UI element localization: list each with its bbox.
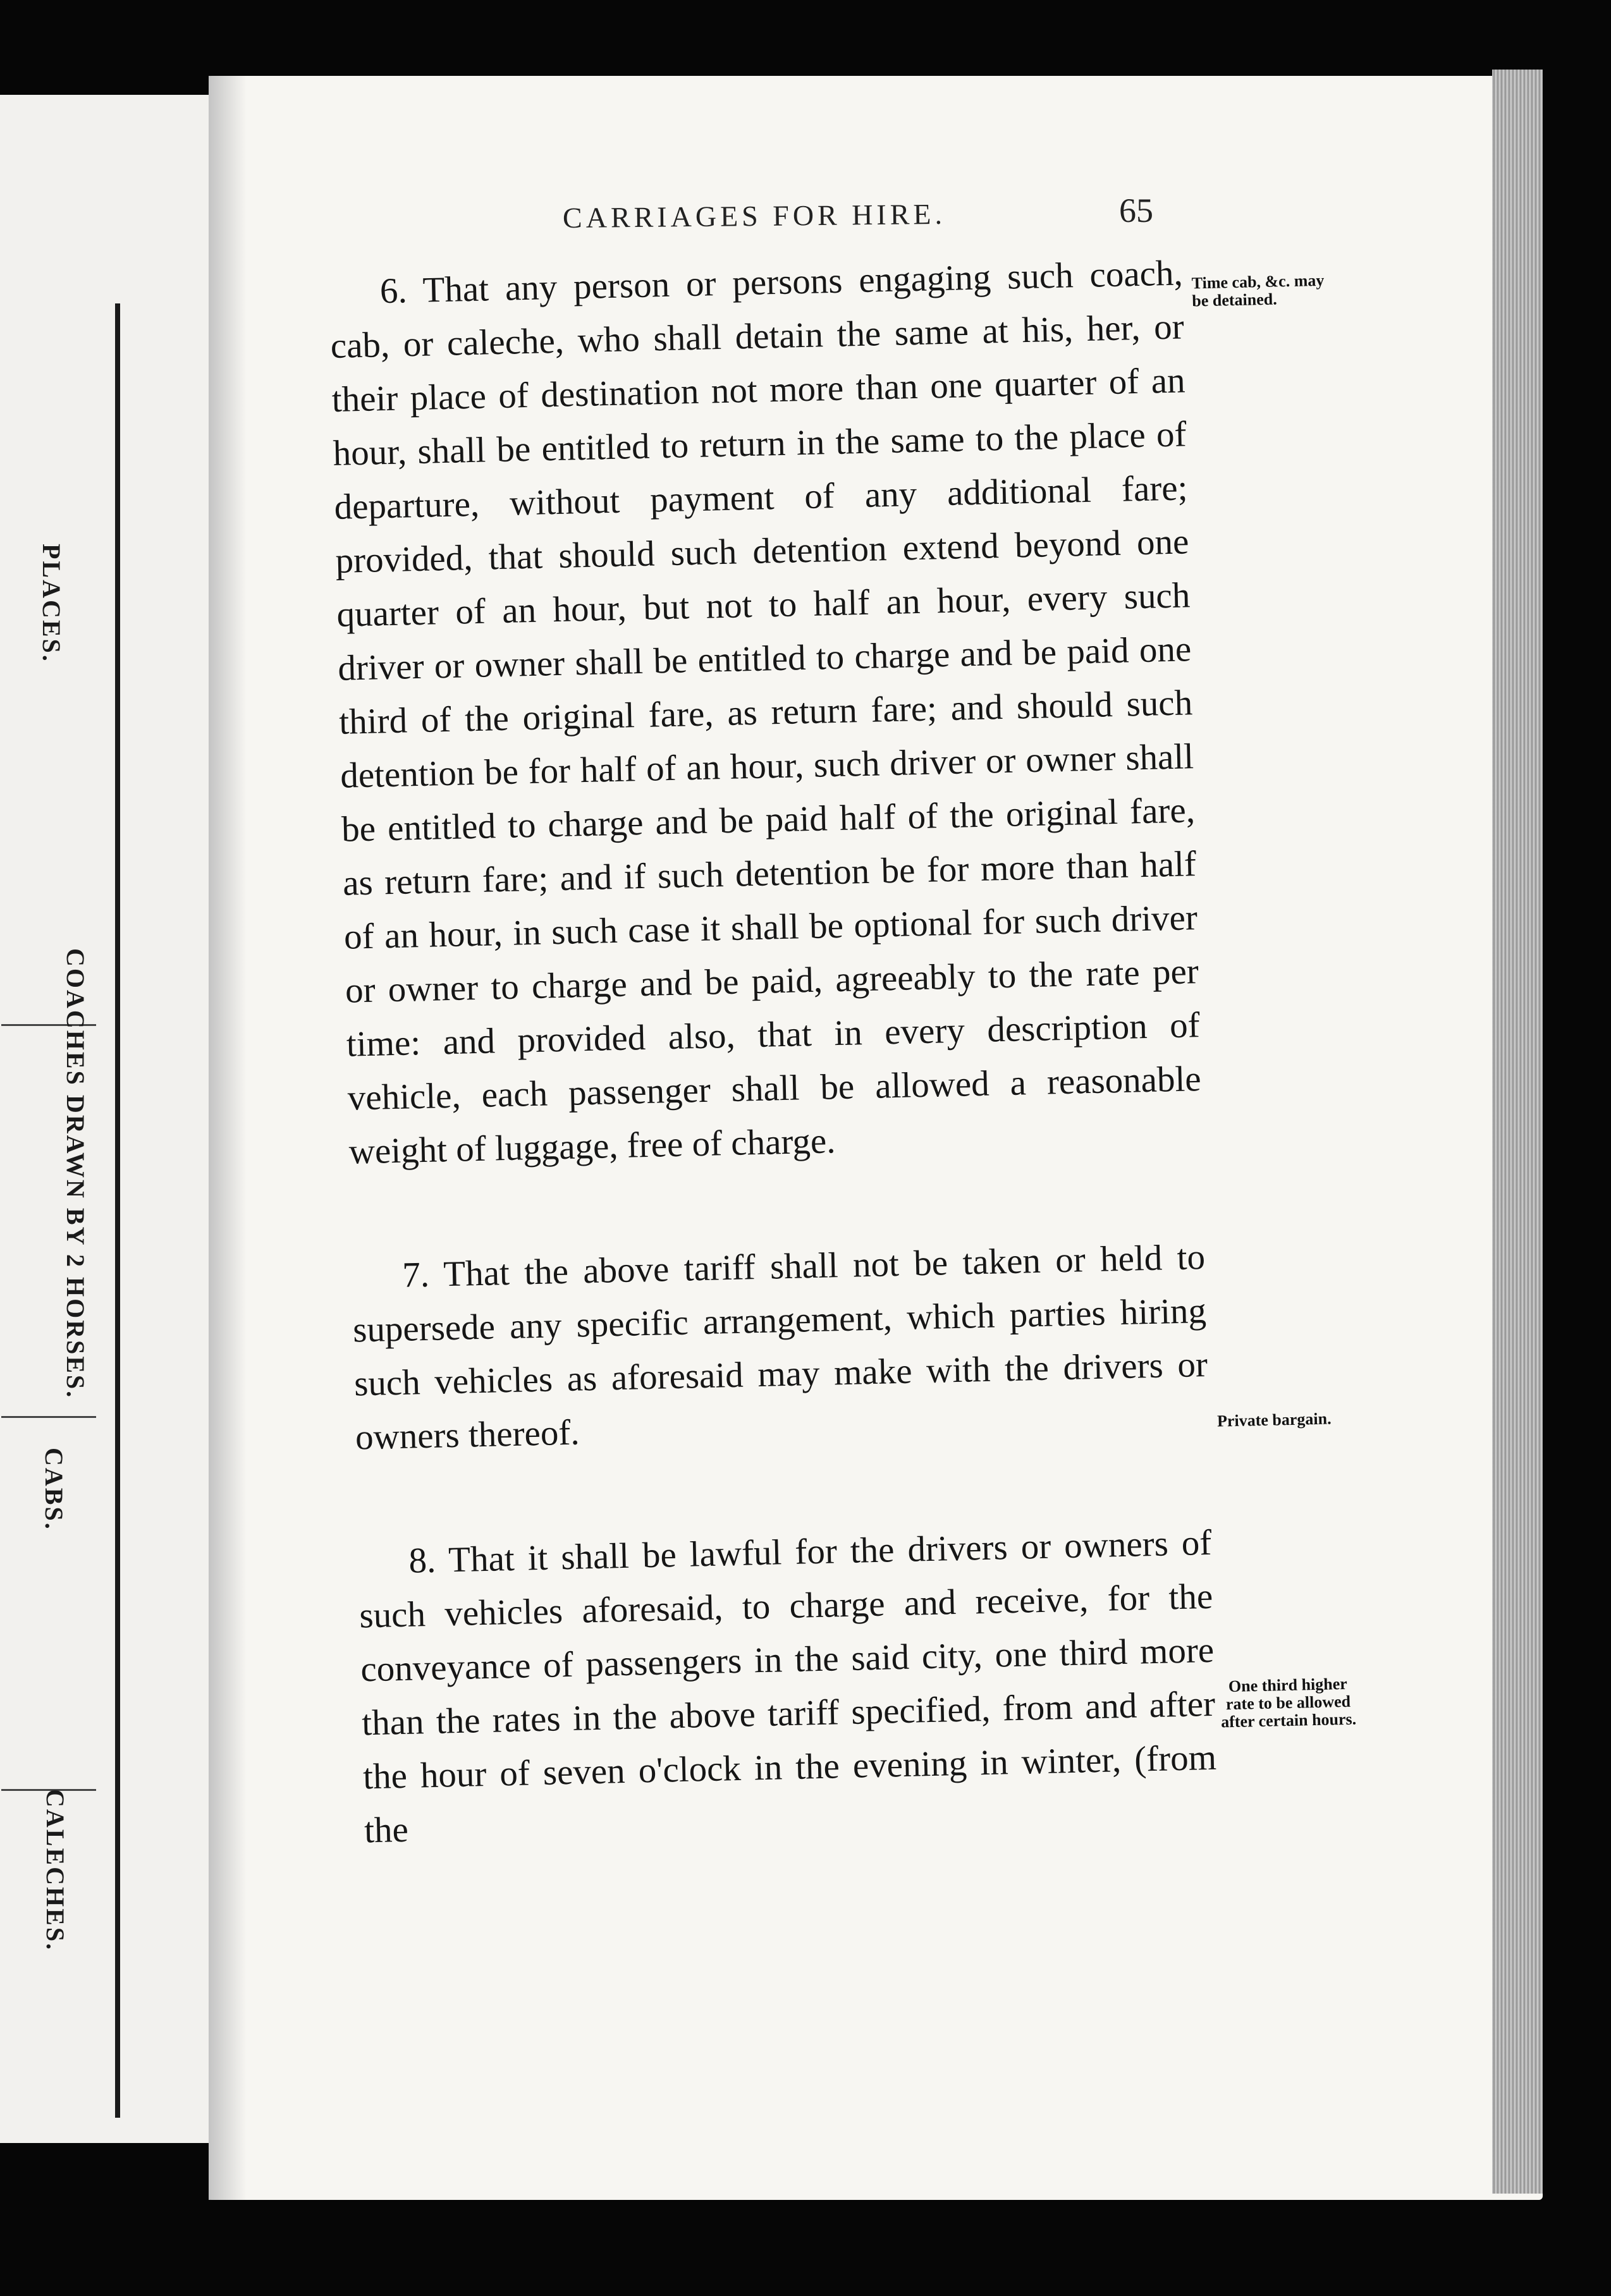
gutter-shadow: [209, 76, 247, 2200]
column-header-cabs: CABS.: [40, 1448, 68, 1531]
margin-note-higher-rate: One third higher rate to be allowed after certain hours.: [1220, 1674, 1357, 1731]
paragraph-8: 8. That it shall be lawful for the drivers or owners of such vehicles aforesaid, to charge and receive, for the conveyance of passengers in the said city, one third more than the rates in the above tariff specified, from and after the hour of seven o'clock in the evening in winter, (from the: [358, 1522, 1217, 1851]
column-header-coaches: COACHES DRAWN BY 2 HORSES.: [61, 948, 90, 1400]
page-body: [329, 246, 1218, 1857]
page-stack-edge: [1492, 70, 1543, 2194]
column-header-caleches: CALECHES.: [41, 1789, 70, 1952]
running-head: CARRIAGES FOR HIRE.: [562, 197, 946, 235]
previous-page-edge: [0, 95, 221, 2143]
column-header-places: PLACES.: [37, 544, 66, 663]
paragraph-7: 7. That the above tariff shall not be taken or held to supersede any specific arrangement, which parties hiring such vehicles as aforesaid may make with the drivers or owners thereof.: [352, 1237, 1208, 1458]
margin-note-private-bargain: Private bargain.: [1216, 1409, 1332, 1431]
margin-note-detention: Time cab, &c. may be detained.: [1191, 271, 1325, 310]
page-number: 65: [1119, 192, 1153, 229]
paragraph-6: 6. That any person or persons engaging such coach, cab, or caleche, who shall detain the same at his, her, or their place of destination not more than one quarter of an hour, shall be entitled to return in the same to the place of departure, without payment of any additional fare; provided, that should such detention extend beyond one quarter of an hour, but not to half an hour, every such driver or owner shall be entitled to charge and be paid one third of the original fare, as return fare; and should such detention be for half of an hour, such driver or owner shall be entitled to charge and be paid half of the original fare, as return fare; and if such detention be for more than half of an hour, in such case it shall be optional for such driver or owner to charge and be paid, agreeably to the rate per time: and provided also, that in every description of vehicle, each passenger shall be allowed a reasonable weight of luggage, free of charge.: [330, 253, 1202, 1172]
table-divider: [1, 1416, 96, 1418]
